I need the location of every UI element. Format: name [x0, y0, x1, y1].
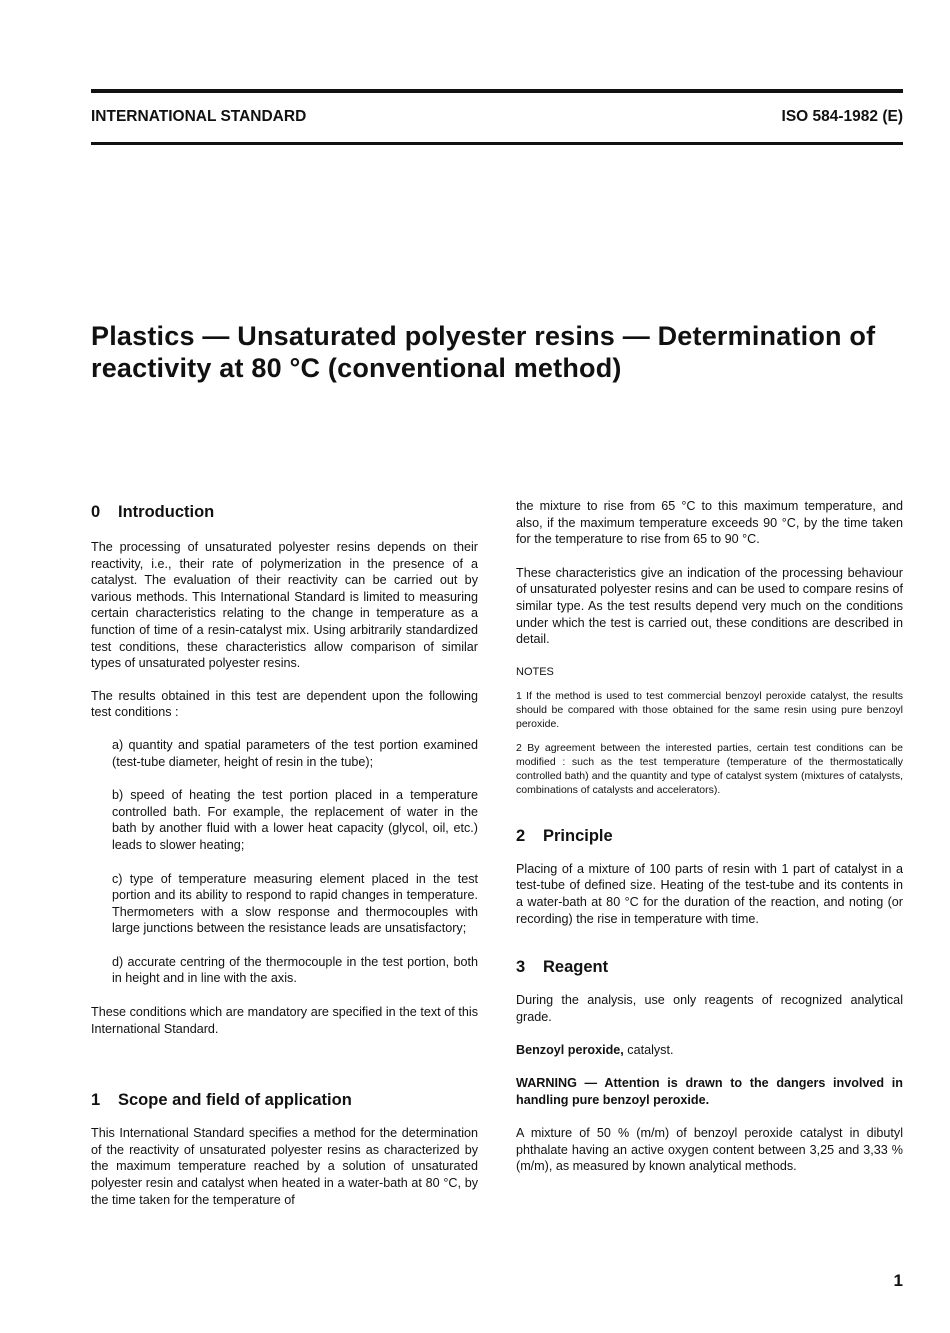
reagent-name: Benzoyl peroxide,	[516, 1043, 624, 1058]
intro-paragraph-2: The results obtained in this test are dependent upon the following test conditions :	[91, 688, 478, 720]
list-item-a: a) quantity and spatial parameters of the test portion examined (test-tube diameter, height of resin in the tube);	[112, 737, 478, 769]
notes-heading: NOTES	[516, 665, 554, 678]
header-iso-number: ISO 584-1982 (E)	[781, 108, 903, 125]
section-heading-principle	[516, 827, 903, 846]
section-number: 3	[516, 958, 526, 977]
section-title: Reagent	[543, 958, 609, 977]
intro-paragraph-3: These conditions which are mandatory are specified in the text of this International Standard.	[91, 1005, 478, 1036]
section-number: 0	[91, 503, 101, 521]
section-number: 1	[91, 1091, 101, 1110]
left-column	[91, 498, 478, 1208]
right-column	[516, 498, 903, 1175]
list-item-b: b) speed of heating the test portion placed in a temperature controlled bath. For example, the replacement of water in the bath by another fluid with a lower heat capacity (glycol, oil, etc.) leads to slower heating;	[112, 788, 478, 852]
section-heading-reagent	[516, 958, 903, 977]
list-item-c: c) type of temperature measuring element placed in the test portion and its ability to respond to rapid changes in temperature. Thermometers with a slow response and thermocouples with large junctions between the resistance leads are unsatisfactory;	[112, 871, 478, 936]
mixture-paragraph: A mixture of 50 % (m/m) of benzoyl peroxide catalyst in dibutyl phthalate having an active oxygen content between 3,25 and 3,33 % (m/m), as measured by known analytical methods.	[516, 1126, 903, 1174]
section-title: Introduction	[118, 503, 215, 521]
note-1: 1 If the method is used to test commercial benzoyl peroxide catalyst, the results should be compared with those obtained for the same resin using pure benzoyl peroxide.	[516, 689, 903, 730]
section-heading-introduction	[91, 503, 478, 522]
section-heading-scope	[91, 1091, 478, 1110]
continued-paragraph: the mixture to rise from 65 °C to this maximum temperature, and also, if the maximum temperature exceeds 90 °C, by the time taken for the temperature to rise from 65 to 90 °C.	[516, 499, 903, 547]
reagent-description: catalyst.	[623, 1043, 674, 1058]
header-bottom-rule	[91, 142, 903, 145]
reagent-paragraph: During the analysis, use only reagents of recognized analytical grade.	[516, 993, 903, 1024]
document-title: Plastics — Unsaturated polyester resins — Determination of reactivity at 80 °C (conventional method)	[91, 321, 876, 383]
scope-paragraph: This International Standard specifies a method for the determination of the reactivity of unsaturated polyester resins as characterized by the maximum temperature reached by a solution of unsaturated polyester resin and catalyst when heated in a water-bath at 80 °C, by the time taken for the temperature of	[91, 1126, 478, 1207]
section-title: Principle	[543, 826, 613, 845]
intro-paragraph-1: The processing of unsaturated polyester resins depends on their reactivity, i.e., their rate of polymerization in the presence of a catalyst. The evaluation of their reactivity can be carried out by various methods. This International Standard is limited to measuring certain characteristics relating to the change in temperature as a function of time of a resin-catalyst mix. Using arbitrarily standardized test conditions, these characteristics allow comparison of similar types of unsaturated polyester resins.	[91, 540, 478, 671]
benzoyl-peroxide-line	[516, 1042, 903, 1059]
top-rule-thick	[91, 89, 903, 93]
warning-paragraph: WARNING — Attention is drawn to the dangers involved in handling pure benzoyl peroxide.	[516, 1075, 903, 1107]
section-number: 2	[516, 826, 526, 845]
note-2: 2 By agreement between the interested parties, certain test conditions can be modified : such as the test temperature (temperature of the thermostatically controlled bath) and the quantity and type of catalyst system (mixtures of catalysts, combinations of catalysts and accelerators).	[516, 741, 903, 796]
page-number: 1	[893, 1271, 903, 1290]
characteristics-paragraph: These characteristics give an indication of the processing behaviour of unsaturated polyester resins and can be used to compare resins of similar type. As the test results depend very much on the conditions under which the test is carried out, these conditions are described in detail.	[516, 565, 903, 647]
list-item-d: d) accurate centring of the thermocouple in the test portion, both in height and in line with the axis.	[112, 954, 478, 986]
header-standard-label: INTERNATIONAL STANDARD	[91, 108, 307, 125]
principle-paragraph: Placing of a mixture of 100 parts of resin with 1 part of catalyst in a test-tube of defined size. Heating of the test-tube and its contents in a water-bath at 80 °C for the duration of the reaction, and noting (or recording) the rise in temperature with time.	[516, 861, 903, 926]
section-title: Scope and field of application	[118, 1091, 352, 1110]
